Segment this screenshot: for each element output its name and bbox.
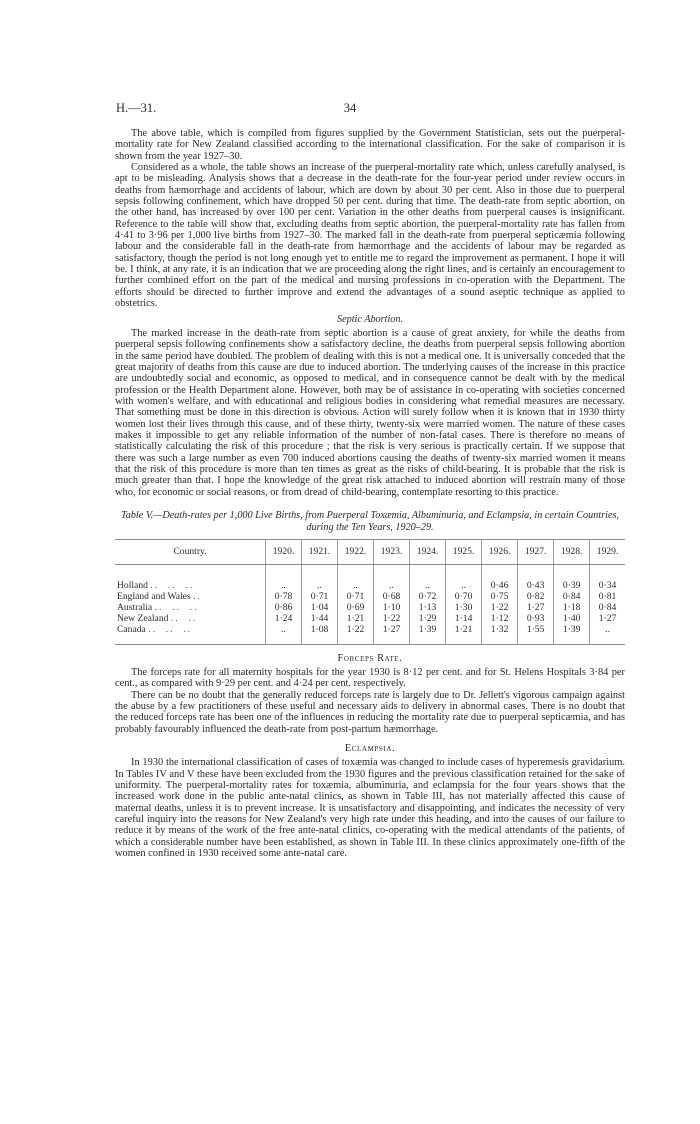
rate-cell: 0·70 xyxy=(446,592,482,603)
rate-cell: .. xyxy=(374,581,410,592)
rate-cell: 0·81 xyxy=(590,592,625,603)
death-rates-table xyxy=(115,539,625,644)
column-header-year: 1929. xyxy=(590,540,625,564)
rate-cell: 1·39 xyxy=(554,625,590,636)
country-name: Holland xyxy=(117,579,148,591)
rate-cell: .. xyxy=(266,625,302,636)
rate-cell: 0·68 xyxy=(374,592,410,603)
column-header-year: 1920. xyxy=(266,540,302,564)
rate-cell: 0·78 xyxy=(266,592,302,603)
rate-cell: 0·71 xyxy=(302,592,338,603)
rate-cell: 1·24 xyxy=(266,614,302,625)
section-title-eclampsia: Eclampsia. xyxy=(344,743,396,754)
rate-cell: .. xyxy=(446,581,482,592)
report-reference: H.—31. xyxy=(116,101,157,115)
rate-cell: 1·40 xyxy=(554,614,590,625)
rate-cell: 1·30 xyxy=(446,603,482,614)
country-cell: Holland .. .. .. xyxy=(117,579,195,591)
column-header-year: 1926. xyxy=(482,540,518,564)
country-cell: Australia .. .. .. xyxy=(117,601,199,613)
rate-cell: 0·93 xyxy=(518,614,554,625)
column-header-year: 1928. xyxy=(554,540,590,564)
intro-paragraph-2: Considered as a whole, the table shows an increase of the puerperal-mortality rate which, unless carefully analysed, is apt to be misleading. Analysis shows that a decrease in the death-rate for the four-year period under review occurs in deaths from hæmorrhage and accidents of labour, which are down by about 30 per cent. Also in those due to puerperal sepsis following confinement, which have dropped 50 per cent. during that time. The death-rate from septic abortion, on the other hand, has increased by over 100 per cent. Variation in the other deaths from puerperal causes is insignificant. Reference to the table will show that, excluding deaths from septic abortion, the puerperal-mortality rate has fallen from 4·41 to 3·96 per 1,000 live births from 1927–30. The marked fall in the death-rate from puerperal septicæmia following labour and the considerable fall in the death-rate from hæmorrhage and the accidents of labour may be regarded as satisfactory, though the period is not long enough yet to entitle me to regard the improvement as permanent. I hope it will be. I think, at any rate, it is an indication that we are proceeding along the right lines, and is certainly an encouragement to further combined effort on the part of the medical and nursing professions in co-operation with the Department. The efforts should be directed to further improve and extend the advantages of a sound aseptic technique as applied to obstetrics. xyxy=(115,162,625,310)
table-row xyxy=(115,581,625,592)
rate-cell: 1·13 xyxy=(410,603,446,614)
rate-cell: 0·75 xyxy=(482,592,518,603)
country-name: New Zealand xyxy=(117,612,169,624)
rate-cell: 1·21 xyxy=(338,614,374,625)
table-row xyxy=(115,625,625,636)
page-number: 34 xyxy=(343,101,357,115)
forceps-paragraph-2: There can be no doubt that the generally reduced forceps rate is largely due to Dr. Jellett's vigorous campaign against the abuse by a few practitioners of these useful and necessary aids to delivery in abnormal cases. There is no doubt that the reduced forceps rate has been one of the influences in reducing the mortality rate due to puerperal septicæmia, and has probably favourably influenced the death-rate from post-partum hæmorrhage. xyxy=(115,689,625,735)
rate-cell: 0·69 xyxy=(338,603,374,614)
page-body xyxy=(115,128,625,859)
rate-cell: 1·22 xyxy=(338,625,374,636)
rate-cell: 0·84 xyxy=(554,592,590,603)
rate-cell: 0·39 xyxy=(554,581,590,592)
rate-cell: .. xyxy=(338,581,374,592)
rate-cell: 1·29 xyxy=(410,614,446,625)
country-name: Australia xyxy=(117,601,153,613)
rate-cell: 1·21 xyxy=(446,625,482,636)
column-header-year: 1925. xyxy=(446,540,482,564)
rate-cell: 0·71 xyxy=(338,592,374,603)
rate-cell: .. xyxy=(410,581,446,592)
country-name: Canada xyxy=(117,623,146,635)
rate-cell: .. xyxy=(590,625,625,636)
column-header-year: 1922. xyxy=(338,540,374,564)
rate-cell: 1·27 xyxy=(590,614,625,625)
rate-cell: 0·72 xyxy=(410,592,446,603)
column-header-year: 1924. xyxy=(410,540,446,564)
rate-cell: 1·55 xyxy=(518,625,554,636)
table-caption: Table V.—Death-rates per 1,000 Live Births, from Puerperal Toxæmia, Albuminuria, and Eclampsia, in certain Countries, during the Ten Years, 1920–29. xyxy=(121,510,619,533)
rate-cell: 1·44 xyxy=(302,614,338,625)
section-title-septic-abortion: Septic Abortion. xyxy=(336,313,404,325)
forceps-paragraph-1: The forceps rate for all maternity hospitals for the year 1930 is 8·12 per cent. and for St. Helens Hospitals 3·84 per cent., as compared with 9·29 per cent. and 4·24 per cent. respectively. xyxy=(115,666,625,690)
rate-cell: 0·46 xyxy=(482,581,518,592)
section-title-forceps-rate: Forceps Rate. xyxy=(337,652,403,664)
rate-cell: 0·34 xyxy=(590,581,625,592)
intro-paragraph-1: The above table, which is compiled from figures supplied by the Government Statistician, sets out the puerperal-mortality rate for New Zealand classified according to the international classification. For the sake of comparison it is shown from the year 1927–30. xyxy=(115,128,625,162)
column-header-year: 1927. xyxy=(518,540,554,564)
rate-cell: 1·10 xyxy=(374,603,410,614)
table-spacer-row xyxy=(115,636,625,645)
rate-cell: 1·12 xyxy=(482,614,518,625)
rate-cell: 0·43 xyxy=(518,581,554,592)
rate-cell: 1·32 xyxy=(482,625,518,636)
septic-abortion-paragraph: The marked increase in the death-rate from septic abortion is a cause of great anxiety, for while the deaths from puerperal sepsis following confinements show a satisfactory decline, the deaths from puerperal sepsis following abortion in the same period have doubled. The problem of dealing with this is not a medical one. It is universally conceded that the great majority of deaths from this cause are due to induced abortion. The underlying causes of the increase in this practice are undoubtedly social and economic, as opposed to medical, and in consequence cannot be dealt with by the medical profession or the Health Department alone. However, both may be of assistance in co-operating with societies concerned with women's welfare, and with educational and religious bodies in considering what remedial measures are necessary. That something must be done in this direction is obvious. Action will surely follow when it is known that in 1930 thirty women lost their lives through this cause, and of these thirty, twenty-six were married women. The nature of these cases makes it impossible to get any reliable information of the number of non-fatal cases. There is therefore no means of statistically calculating the risk of this procedure ; that the risk is very serious is practically certain. If we suppose that there was such a large number as even 700 induced abortions causing the deaths of twenty-six married women it means that the risk of this procedure is more than ten times as great as the risks of child-bearing. It is probable that the risk is much greater than that. I hope the knowledge of the great risk attached to induced abortion will restrain many of those who, for economic or social reasons, or from dread of child-bearing, contemplate resorting to this practice. xyxy=(115,327,625,498)
rate-cell: 1·22 xyxy=(482,603,518,614)
column-header-year: 1921. xyxy=(302,540,338,564)
column-header-year: 1923. xyxy=(374,540,410,564)
page-header xyxy=(116,101,584,117)
rate-cell: 1·27 xyxy=(518,603,554,614)
rate-cell: 0·86 xyxy=(266,603,302,614)
rate-cell: 1·04 xyxy=(302,603,338,614)
table-header-row xyxy=(115,540,625,564)
country-cell: Canada .. .. .. xyxy=(117,623,193,635)
rate-cell: .. xyxy=(302,581,338,592)
country-cell: New Zealand .. .. xyxy=(117,612,198,624)
rate-cell: .. xyxy=(266,581,302,592)
rate-cell: 1·39 xyxy=(410,625,446,636)
table-spacer-row xyxy=(115,564,625,581)
rate-cell: 1·14 xyxy=(446,614,482,625)
rate-cell: 0·84 xyxy=(590,603,625,614)
rate-cell: 1·22 xyxy=(374,614,410,625)
rate-cell: 1·18 xyxy=(554,603,590,614)
country-cell: England and Wales .. xyxy=(117,590,202,602)
rate-cell: 1·08 xyxy=(302,625,338,636)
rate-cell: 1·27 xyxy=(374,625,410,636)
country-name: England and Wales xyxy=(117,590,191,602)
eclampsia-paragraph: In 1930 the international classification of cases of toxæmia was changed to include cases of hyperemesis gravidarium. In Tables IV and V these have been excluded from the 1930 figures and the previous classification retained for the sake of uniformity. The puerperal-mortality rates for toxæmia, albuminuria, and eclampsia for the four years shows that the increased work done in the public ante-natal clinics, as shown in Table III, has not materially affected this cause of maternal deaths, unless it is to prevent increase. It is unsatisfactory and disappointing, and indicates the necessity of very careful inquiry into the reasons for New Zealand's very high rate under this heading, and into the causes of our failure to reduce it by means of the work of the free ante-natal clinics, co-operating with the medical attendants of the patients, of which a considerable number have been established, as shown in Table III. In these clinics approximately one-fifth of the women confined in 1930 received some ante-natal care. xyxy=(115,757,625,860)
column-header-country: Country. xyxy=(115,540,266,564)
rate-cell: 0·82 xyxy=(518,592,554,603)
